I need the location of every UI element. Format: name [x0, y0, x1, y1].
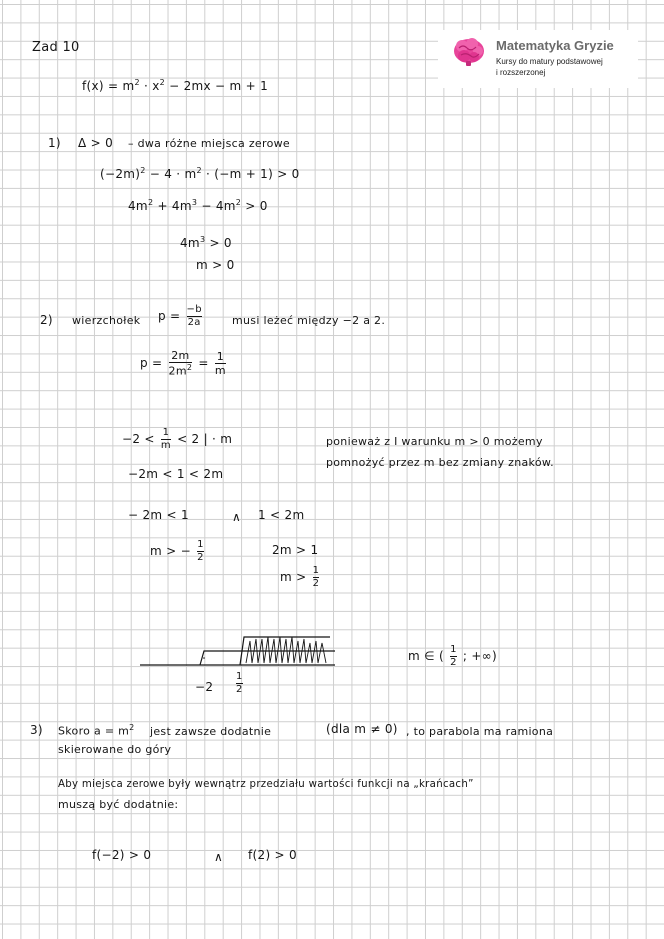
- part2-note-line2: pomnożyć przez m bez zmiany znaków.: [326, 456, 554, 469]
- part2-inequality: −2 < $\frac{1}{m}$ < 2 | · m: [122, 427, 233, 451]
- part1-step3: $4m^3 > 0$: [180, 235, 232, 250]
- part3-line1-a: Skoro $a = m^2$: [58, 723, 135, 738]
- part1-step1: $(-2m)^2 - 4 \cdot m^2 \cdot (-m + 1) > 0$: [100, 166, 300, 181]
- part3-line3: Aby miejsca zerowe były wewnątrz przedziału wartości funkcji na „krańcach”: [58, 779, 474, 790]
- part2-note-line1: ponieważ z I warunku m > 0 możemy: [326, 435, 543, 448]
- part1-step2: $4m^2 + 4m^3 - 4m^2 > 0$: [128, 198, 268, 213]
- part2-inequality-multiplied: −2m < 1 < 2m: [128, 467, 224, 481]
- axis-label-one-half: $\frac{1}{2}$: [236, 671, 243, 695]
- part2-number: 2): [40, 313, 53, 327]
- part2-answer: m ∈ ( $\frac{1}{2}$ ; +∞): [408, 644, 497, 668]
- brain-icon: [452, 36, 486, 68]
- part3-number: 3): [30, 723, 43, 737]
- part2-result-left: m > − $\frac{1}{2}$: [150, 539, 204, 563]
- part2-result-right-2: m > $\frac{1}{2}$: [280, 565, 320, 589]
- part2-text-a: wierzchołek: [72, 314, 141, 327]
- part2-result-right-1: 2m > 1: [272, 543, 319, 557]
- task-title: Zad 10: [32, 40, 80, 55]
- part3-condition-b: f(2) > 0: [248, 848, 297, 862]
- brand-name: Matematyka Gryzie: [496, 38, 614, 53]
- part2-vertex-formula: p = $\frac{-b}{2a}$: [158, 304, 202, 328]
- part3-line1-b: jest zawsze dodatnie: [150, 725, 272, 738]
- part2-text-b: musi leżeć między −2 a 2.: [232, 314, 386, 327]
- part2-system-and: ∧: [232, 510, 242, 524]
- function-definition: $f(x) = m^2 \cdot x^2 - 2mx - m + 1$: [82, 78, 269, 93]
- brand-tagline-2: i rozszerzonej: [496, 68, 546, 77]
- brand-tagline-1: Kursy do matury podstawowej: [496, 57, 603, 66]
- part1-description: – dwa różne miejsca zerowe: [128, 137, 290, 150]
- part2-system-right: 1 < 2m: [258, 508, 305, 522]
- part3-line2: skierowane do góry: [58, 743, 172, 756]
- axis-label-minus-two: −2: [195, 680, 214, 694]
- part2-vertex-value: p = $\frac{2m}{2m^2}$ = $\frac{1}{m}$: [140, 349, 226, 378]
- part3-condition-a: f(−2) > 0: [92, 848, 152, 862]
- part2-system-left: − 2m < 1: [128, 508, 189, 522]
- part1-step4: m > 0: [196, 258, 235, 272]
- part1-condition: Δ > 0: [78, 136, 114, 150]
- part3-condition-and: ∧: [214, 850, 224, 864]
- part3-line4: muszą być dodatnie:: [58, 798, 179, 811]
- part1-number: 1): [48, 136, 61, 150]
- part3-line1-d: , to parabola ma ramiona: [406, 725, 554, 738]
- part3-line1-c: (dla m ≠ 0): [326, 722, 398, 736]
